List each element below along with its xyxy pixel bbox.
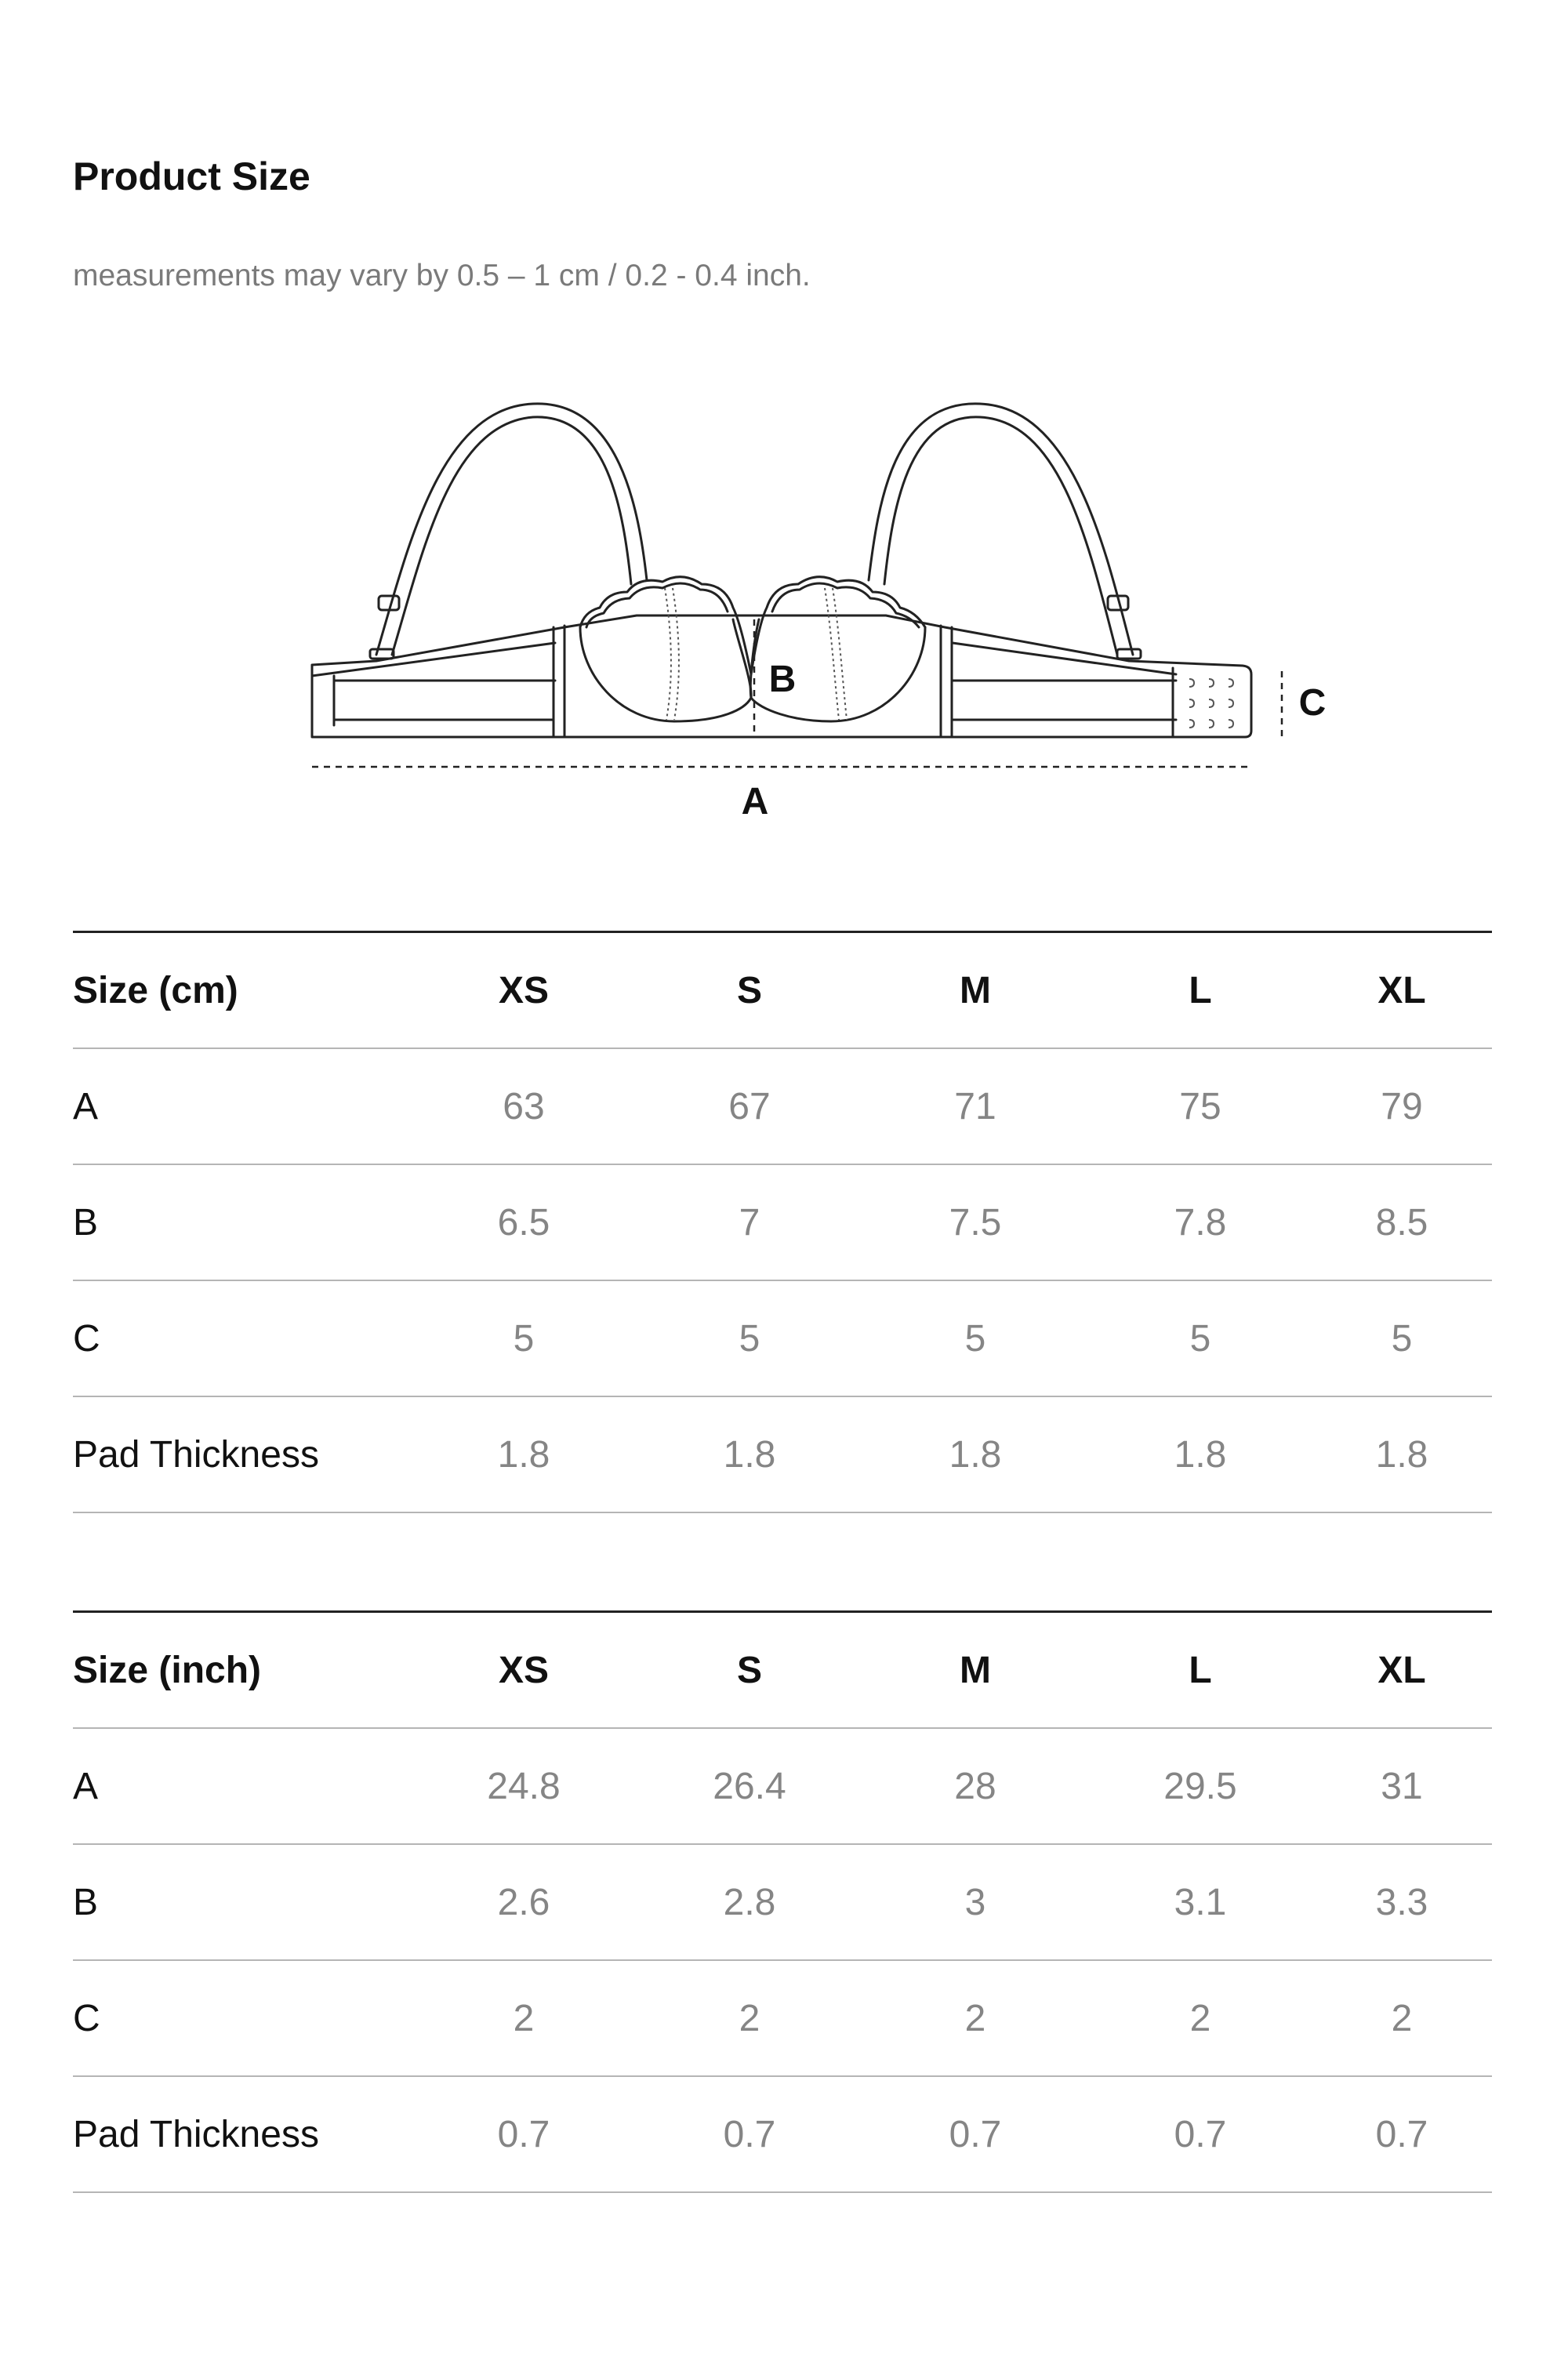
label-c: C [1298,682,1327,724]
table-cell: 2.8 [637,1844,862,1960]
table-cell: 2 [637,1960,862,2076]
table-cell: 31 [1312,1728,1492,1844]
size-l-header: L [1089,1612,1312,1729]
table-cell: 5 [637,1280,862,1396]
table-cell: 6.5 [410,1164,637,1280]
table-cell: 0.7 [1089,2076,1312,2192]
table-cell: 3.3 [1312,1844,1492,1960]
size-unit-header: Size (inch) [73,1612,410,1729]
table-cell: 7.8 [1089,1164,1312,1280]
size-table-cm [73,931,1492,1513]
table-cell: 75 [1089,1048,1312,1164]
table-cell: 0.7 [637,2076,862,2192]
size-m-header: M [862,932,1089,1049]
row-label: A [73,1728,410,1844]
row-label: Pad Thickness [73,2076,410,2192]
table-cell: 7.5 [862,1164,1089,1280]
table-cell: 2 [1312,1960,1492,2076]
size-s-header: S [637,1612,862,1729]
table-cell: 5 [862,1280,1089,1396]
bra-diagram [298,388,1341,827]
table-cell: 26.4 [637,1728,862,1844]
table-row [73,1164,1492,1280]
left-cup [580,619,751,721]
row-label: A [73,1048,410,1164]
table-cell: 1.8 [410,1396,637,1512]
table-cell: 24.8 [410,1728,637,1844]
size-xs-header: XS [410,932,637,1049]
size-m-header: M [862,1612,1089,1729]
table-cell: 0.7 [410,2076,637,2192]
table-cell: 1.8 [1312,1396,1492,1512]
table-cell: 71 [862,1048,1089,1164]
table-cell: 3 [862,1844,1089,1960]
table-cell: 1.8 [637,1396,862,1512]
table-row [73,1960,1492,2076]
table-row [73,1280,1492,1396]
table-cell: 2 [410,1960,637,2076]
table-cell: 2 [1089,1960,1312,2076]
size-xs-header: XS [410,1612,637,1729]
size-l-header: L [1089,932,1312,1049]
table-cell: 5 [1089,1280,1312,1396]
table-cell: 5 [1312,1280,1492,1396]
table-cell: 28 [862,1728,1089,1844]
table-cell: 5 [410,1280,637,1396]
table-row [73,2076,1492,2192]
label-a: A [741,781,769,822]
hook-eyes [1189,679,1233,728]
table-header-row [73,932,1492,1049]
table-cell: 7 [637,1164,862,1280]
table-cell: 0.7 [862,2076,1089,2192]
row-label: Pad Thickness [73,1396,410,1512]
table-cell: 0.7 [1312,2076,1492,2192]
table-header-row [73,1612,1492,1729]
table-cell: 1.8 [1089,1396,1312,1512]
table-cell: 2.6 [410,1844,637,1960]
row-label: B [73,1164,410,1280]
size-xl-header: XL [1312,932,1492,1049]
row-label: B [73,1844,410,1960]
table-cell: 67 [637,1048,862,1164]
size-xl-header: XL [1312,1612,1492,1729]
table-cell: 79 [1312,1048,1492,1164]
page-title: Product Size [73,154,310,198]
size-s-header: S [637,932,862,1049]
table-row [73,1396,1492,1512]
table-cell: 29.5 [1089,1728,1312,1844]
table-cell: 2 [862,1960,1089,2076]
table-cell: 63 [410,1048,637,1164]
row-label: C [73,1280,410,1396]
table-row [73,1048,1492,1164]
table-cell: 1.8 [862,1396,1089,1512]
table-row [73,1844,1492,1960]
row-label: C [73,1960,410,2076]
measurement-note: measurements may vary by 0.5 – 1 cm / 0.2 - 0.4 inch. [73,259,811,292]
size-table-inch [73,1610,1492,2193]
label-b: B [768,659,797,700]
table-cell: 3.1 [1089,1844,1312,1960]
table-row [73,1728,1492,1844]
table-cell: 8.5 [1312,1164,1492,1280]
size-unit-header: Size (cm) [73,932,410,1049]
